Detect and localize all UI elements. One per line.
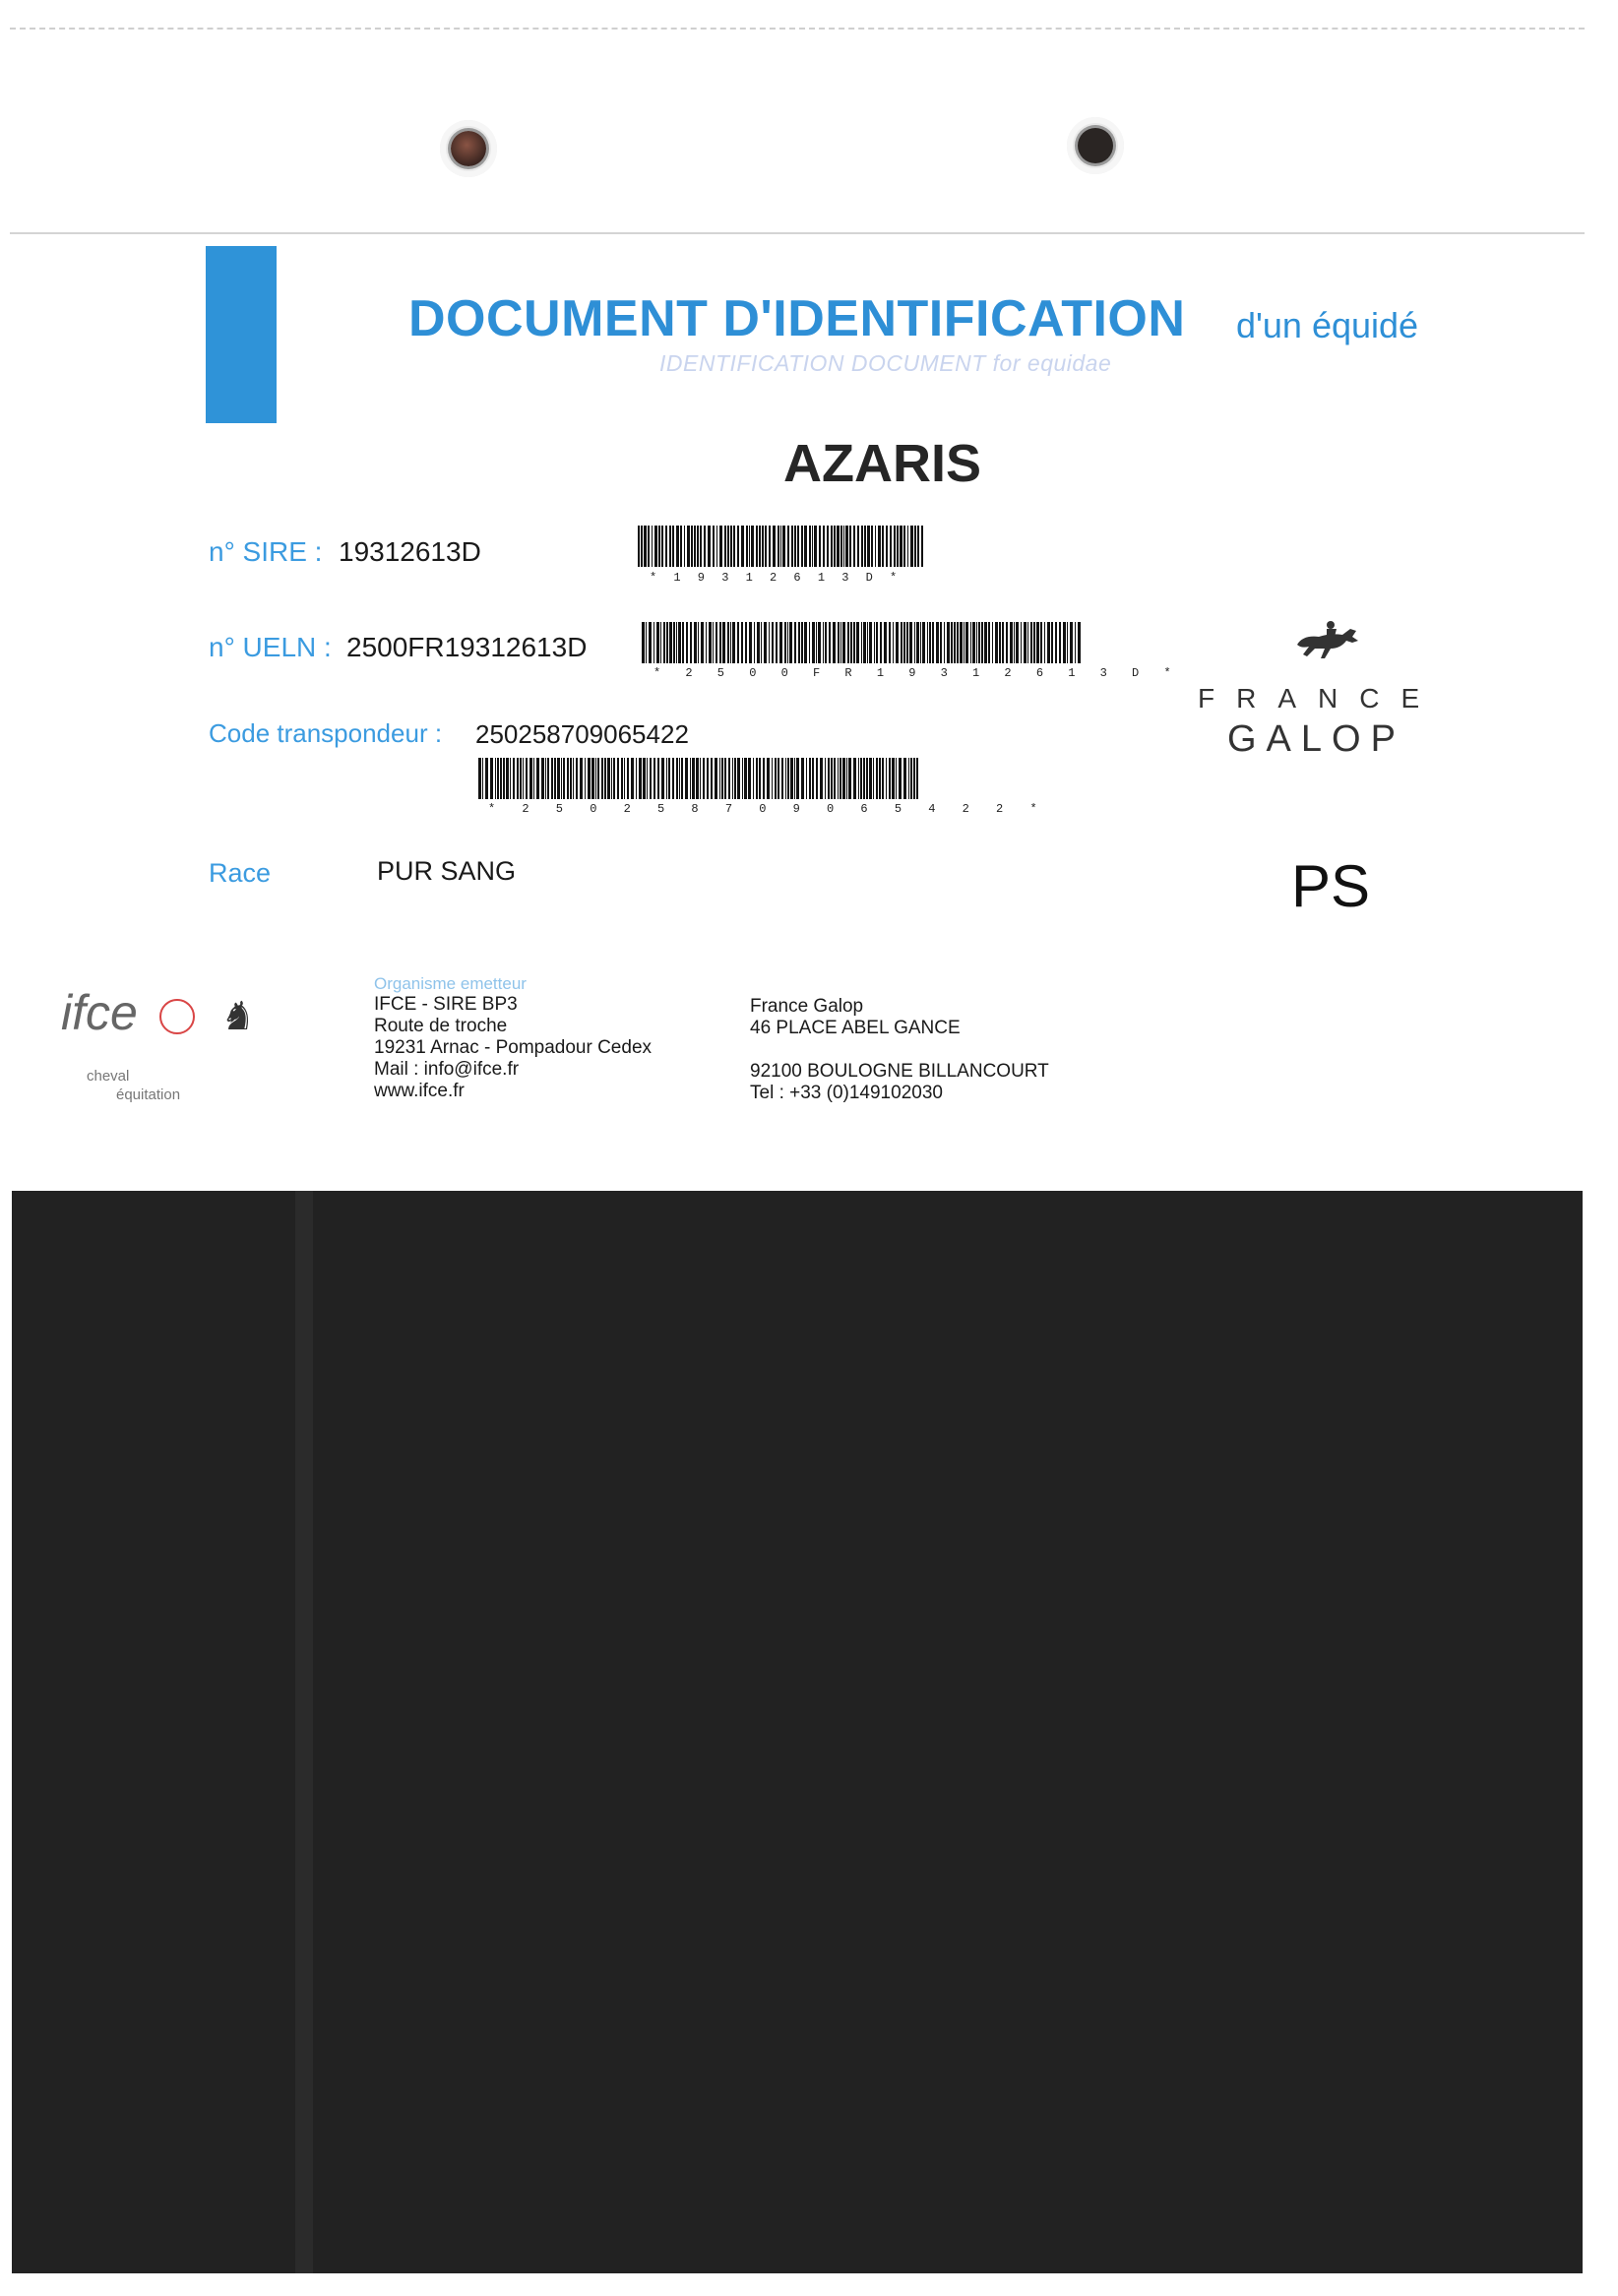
sire-value: 19312613D xyxy=(339,536,481,567)
ifce-logo-sub2: équitation xyxy=(116,1086,181,1103)
document-title-suffix: d'un équidé xyxy=(1236,305,1419,345)
punch-hole-left xyxy=(440,120,497,177)
issuer-line: 19231 Arnac - Pompadour Cedex xyxy=(374,1037,653,1058)
punch-hole-right xyxy=(1067,117,1124,174)
france-galop-address xyxy=(750,996,1049,1104)
sire-barcode-text: * 1 9 3 1 2 6 1 3 D * xyxy=(650,571,902,585)
document-title-english: IDENTIFICATION DOCUMENT for equidae xyxy=(659,350,1112,376)
perforation-line xyxy=(10,28,1585,30)
transponder-barcode xyxy=(478,758,921,799)
sire-label: n° SIRE : xyxy=(209,536,323,567)
issuer-line: Route de troche xyxy=(374,1016,508,1036)
ifce-logo-sub1: cheval xyxy=(87,1068,130,1085)
horse-name: AZARIS xyxy=(783,434,981,493)
fold-line xyxy=(10,232,1585,234)
jockey-horse-icon xyxy=(1291,615,1366,666)
fg-address-line: France Galop xyxy=(750,996,864,1017)
issuer-line: www.ifce.fr xyxy=(374,1081,465,1101)
rearing-horse-icon: ♞ xyxy=(218,994,254,1038)
ueln-label: n° UELN : xyxy=(209,632,332,662)
race-code: PS xyxy=(1291,853,1371,919)
issuer-label: Organisme emetteur xyxy=(374,974,527,993)
redacted-area xyxy=(12,1191,1583,2273)
redacted-stripe xyxy=(295,1191,313,2273)
ueln-barcode xyxy=(642,622,1081,663)
transponder-value: 250258709065422 xyxy=(475,719,689,749)
ifce-logo-text: ifce xyxy=(61,985,138,1040)
race-value: PUR SANG xyxy=(377,856,517,886)
ueln-barcode-text: * 2 5 0 0 F R 1 9 3 1 2 6 1 3 D * xyxy=(653,666,1180,680)
transponder-barcode-text: * 2 5 0 2 5 8 7 0 9 0 6 5 4 2 2 * xyxy=(488,802,1047,816)
issuer-line: Mail : info@ifce.fr xyxy=(374,1059,520,1080)
blue-tab-marker xyxy=(206,246,277,423)
fg-address-line: 46 PLACE ABEL GANCE xyxy=(750,1018,961,1038)
sire-barcode xyxy=(638,526,925,567)
ueln-value: 2500FR19312613D xyxy=(346,632,588,662)
fg-address-line: Tel : +33 (0)149102030 xyxy=(750,1083,943,1103)
issuer-line: IFCE - SIRE BP3 xyxy=(374,994,518,1015)
france-galop-logo-line2: GALOP xyxy=(1227,718,1405,760)
document-title: DOCUMENT D'IDENTIFICATION xyxy=(408,290,1186,347)
hallmark-icon xyxy=(159,999,195,1034)
transponder-label: Code transpondeur : xyxy=(209,718,443,748)
race-label: Race xyxy=(209,858,272,888)
france-galop-logo-line1: FRANCE xyxy=(1198,683,1442,714)
fg-address-spacer xyxy=(750,1039,1049,1061)
issuer-block xyxy=(374,974,652,1102)
ifce-logo xyxy=(61,984,253,1041)
fg-address-line: 92100 BOULOGNE BILLANCOURT xyxy=(750,1061,1049,1082)
